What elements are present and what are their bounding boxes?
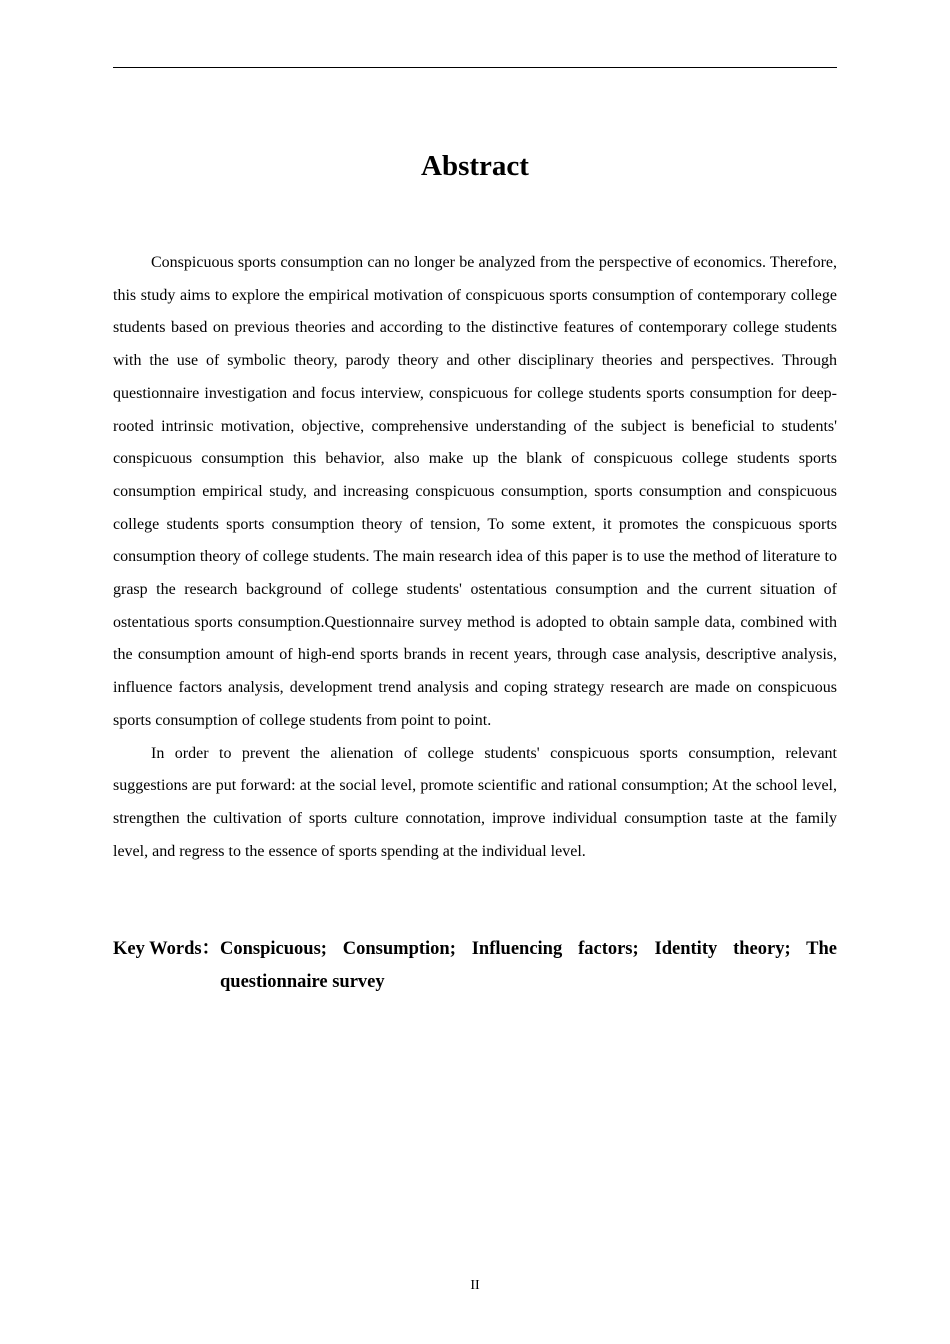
keywords-list: Conspicuous; Consumption; Influencing factors; Identity theory; The questionnaire survey bbox=[220, 939, 837, 992]
page-title: Abstract bbox=[421, 150, 529, 182]
abstract-paragraph-1: Conspicuous sports consumption can no longer be analyzed from the perspective of economics. Therefore, this study aims to explore the empirical motivation of conspicuous sports consumption of contemporary college students based on previous theories and according to the distinctive features of contemporary college students with the use of symbolic theory, parody theory and other disciplinary theories and perspectives. Through questionnaire investigation and focus interview, conspicuous for college students sports consumption for deep-rooted intrinsic motivation, objective, comprehensive understanding of the subject is beneficial to students' conspicuous consumption this behavior, also make up the blank of conspicuous college students sports consumption empirical study, and increasing conspicuous consumption, sports consumption and conspicuous college students sports consumption theory of tension, To some extent, it promotes the conspicuous sports consumption theory of college students. The main research idea of this paper is to use the method of literature to grasp the research background of college students' ostentatious consumption and the current situation of ostentatious sports consumption.Questionnaire survey method is adopted to obtain sample data, combined with the consumption amount of high-end sports brands in recent years, through case analysis, descriptive analysis, influence factors analysis, development trend analysis and coping strategy research are made on conspicuous sports consumption of college students from point to point. bbox=[113, 254, 837, 729]
page-number: II bbox=[470, 1278, 480, 1293]
header-rule bbox=[113, 67, 837, 68]
abstract-paragraph-2: In order to prevent the alienation of college students' conspicuous sports consumption, relevant suggestions are put forward: at the social level, promote scientific and rational consumption; At the school level, strengthen the cultivation of sports culture connotation, improve individual consumption taste at the family level, and regress to the essence of sports spending at the individual level. bbox=[113, 744, 837, 860]
keywords-block bbox=[113, 933, 837, 998]
abstract-body bbox=[113, 247, 837, 868]
keywords-label: Key Words： bbox=[113, 939, 221, 959]
